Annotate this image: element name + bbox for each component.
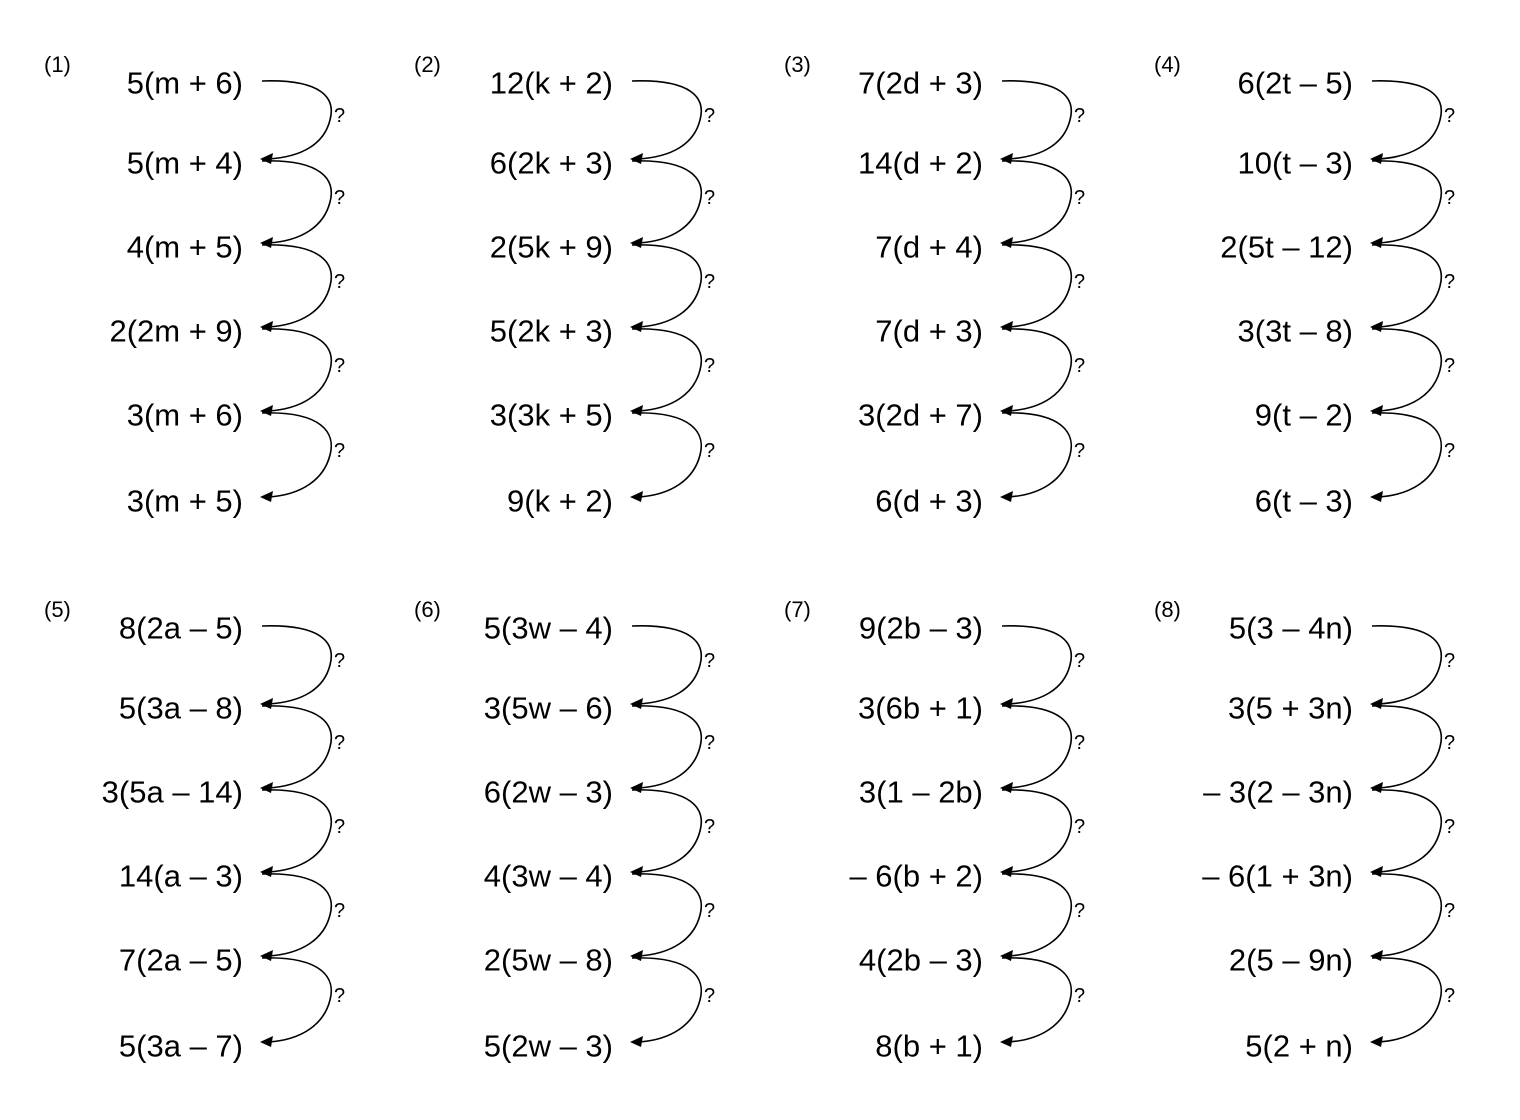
arrowhead-icon — [260, 866, 273, 877]
problem-7 — [780, 595, 1140, 1095]
arrow-curve — [1372, 161, 1441, 243]
arrowhead-icon — [1370, 237, 1383, 248]
transition-arrow-3 — [630, 245, 715, 332]
arrowhead-icon — [1000, 950, 1013, 961]
transition-arrow-1 — [1000, 626, 1085, 709]
arrow-curve — [1372, 626, 1441, 704]
transition-question-mark: ? — [334, 187, 346, 209]
transition-question-mark: ? — [1444, 355, 1456, 377]
expression-step-5: 3(m + 6) — [126, 397, 243, 433]
transition-arrow-4 — [1000, 874, 1085, 961]
arrowhead-icon — [260, 1036, 273, 1047]
arrowhead-icon — [260, 237, 273, 248]
arrow-curve — [1002, 161, 1071, 243]
arrowhead-icon — [630, 491, 643, 502]
arrowhead-icon — [630, 153, 643, 164]
arrow-curve — [262, 958, 331, 1042]
arrowhead-icon — [1000, 237, 1013, 248]
transition-question-mark: ? — [334, 650, 346, 672]
expression-step-3: – 3(2 – 3n) — [1203, 774, 1353, 810]
arrowhead-icon — [1000, 866, 1013, 877]
arrow-curve — [262, 874, 331, 956]
expression-step-2: 3(5w – 6) — [483, 690, 613, 726]
arrow-curve — [632, 706, 701, 788]
step-arrows — [780, 50, 1140, 550]
arrowhead-icon — [1370, 866, 1383, 877]
expression-step-1: 9(2b – 3) — [858, 610, 983, 646]
problem-number: (4) — [1154, 52, 1181, 77]
transition-question-mark: ? — [1074, 900, 1086, 922]
arrow-curve — [1002, 790, 1071, 872]
transition-question-mark: ? — [1074, 650, 1086, 672]
arrow-curve — [262, 626, 331, 704]
arrow-curve — [632, 790, 701, 872]
transition-question-mark: ? — [334, 732, 346, 754]
transition-arrow-1 — [1370, 81, 1455, 164]
arrowhead-icon — [260, 950, 273, 961]
arrowhead-icon — [1370, 491, 1383, 502]
arrowhead-icon — [1370, 698, 1383, 709]
arrowhead-icon — [1370, 321, 1383, 332]
transition-question-mark: ? — [1444, 900, 1456, 922]
transition-arrow-2 — [260, 706, 345, 793]
problem-5 — [40, 595, 400, 1095]
transition-question-mark: ? — [704, 732, 716, 754]
transition-question-mark: ? — [334, 816, 346, 838]
arrowhead-icon — [1000, 698, 1013, 709]
arrow-curve — [632, 874, 701, 956]
arrow-curve — [632, 161, 701, 243]
transition-arrow-4 — [1370, 329, 1455, 416]
arrow-curve — [632, 958, 701, 1042]
expression-step-4: 4(3w – 4) — [483, 858, 613, 894]
transition-question-mark: ? — [704, 900, 716, 922]
problem-4 — [1150, 50, 1510, 550]
transition-question-mark: ? — [1074, 816, 1086, 838]
transition-question-mark: ? — [1444, 187, 1456, 209]
transition-arrow-5 — [260, 413, 345, 502]
expression-step-4: 14(a – 3) — [118, 858, 243, 894]
expression-step-5: 2(5w – 8) — [483, 942, 613, 978]
arrow-curve — [1372, 81, 1441, 159]
transition-arrow-4 — [630, 329, 715, 416]
transition-question-mark: ? — [704, 440, 716, 462]
arrowhead-icon — [630, 237, 643, 248]
arrowhead-icon — [630, 405, 643, 416]
transition-arrow-1 — [260, 626, 345, 709]
transition-arrow-5 — [1000, 413, 1085, 502]
arrow-curve — [632, 413, 701, 497]
transition-question-mark: ? — [704, 187, 716, 209]
expression-step-3: 4(m + 5) — [126, 229, 243, 265]
arrowhead-icon — [260, 782, 273, 793]
problem-number: (8) — [1154, 597, 1181, 622]
arrow-curve — [1002, 874, 1071, 956]
arrow-curve — [1372, 413, 1441, 497]
expression-step-4: – 6(1 + 3n) — [1202, 858, 1353, 894]
expression-step-1: 5(3 – 4n) — [1228, 610, 1353, 646]
transition-question-mark: ? — [334, 271, 346, 293]
transition-arrow-3 — [260, 790, 345, 877]
expression-step-6: 3(m + 5) — [126, 483, 243, 519]
arrow-curve — [262, 245, 331, 327]
problem-number: (1) — [44, 52, 71, 77]
arrow-curve — [1002, 245, 1071, 327]
arrow-curve — [262, 790, 331, 872]
transition-arrow-2 — [1370, 161, 1455, 248]
problem-8 — [1150, 595, 1510, 1095]
expression-step-6: 9(k + 2) — [507, 483, 613, 519]
expression-step-3: 2(5t – 12) — [1220, 229, 1353, 265]
arrow-curve — [1002, 958, 1071, 1042]
expression-step-4: – 6(b + 2) — [849, 858, 983, 894]
arrowhead-icon — [1370, 1036, 1383, 1047]
arrowhead-icon — [1370, 782, 1383, 793]
transition-arrow-2 — [1000, 161, 1085, 248]
arrow-curve — [1002, 413, 1071, 497]
transition-question-mark: ? — [334, 440, 346, 462]
expression-step-2: 5(3a – 8) — [118, 690, 243, 726]
expression-step-6: 6(t – 3) — [1254, 483, 1353, 519]
arrowhead-icon — [1370, 153, 1383, 164]
transition-arrow-1 — [260, 81, 345, 164]
problem-6 — [410, 595, 770, 1095]
transition-arrow-2 — [260, 161, 345, 248]
transition-arrow-5 — [260, 958, 345, 1047]
step-arrows — [40, 595, 400, 1095]
arrowhead-icon — [1000, 491, 1013, 502]
transition-question-mark: ? — [1444, 105, 1456, 127]
arrow-curve — [632, 626, 701, 704]
arrow-curve — [632, 81, 701, 159]
arrowhead-icon — [630, 782, 643, 793]
arrowhead-icon — [1000, 1036, 1013, 1047]
transition-arrow-2 — [630, 706, 715, 793]
arrow-curve — [262, 329, 331, 411]
arrowhead-icon — [1000, 782, 1013, 793]
transition-arrow-5 — [630, 413, 715, 502]
expression-step-2: 14(d + 2) — [858, 145, 983, 181]
problem-number: (2) — [414, 52, 441, 77]
transition-question-mark: ? — [1444, 271, 1456, 293]
step-arrows — [410, 50, 770, 550]
transition-arrow-1 — [1370, 626, 1455, 709]
transition-question-mark: ? — [704, 355, 716, 377]
expression-step-4: 2(2m + 9) — [109, 313, 243, 349]
arrow-curve — [262, 413, 331, 497]
transition-question-mark: ? — [1074, 440, 1086, 462]
expression-step-1: 5(3w – 4) — [483, 610, 613, 646]
step-arrows — [1150, 595, 1510, 1095]
expression-step-3: 3(5a – 14) — [101, 774, 243, 810]
transition-arrow-5 — [1370, 413, 1455, 502]
expression-step-5: 3(2d + 7) — [858, 397, 983, 433]
transition-question-mark: ? — [334, 900, 346, 922]
expression-step-1: 8(2a – 5) — [118, 610, 243, 646]
transition-arrow-3 — [1370, 790, 1455, 877]
expression-step-4: 3(3t – 8) — [1237, 313, 1353, 349]
arrow-curve — [262, 706, 331, 788]
transition-question-mark: ? — [1074, 732, 1086, 754]
transition-arrow-2 — [630, 161, 715, 248]
arrowhead-icon — [1370, 405, 1383, 416]
expression-step-5: 9(t – 2) — [1254, 397, 1353, 433]
arrow-curve — [1002, 329, 1071, 411]
transition-question-mark: ? — [704, 650, 716, 672]
transition-arrow-3 — [630, 790, 715, 877]
transition-arrow-5 — [630, 958, 715, 1047]
expression-step-5: 7(2a – 5) — [118, 942, 243, 978]
arrow-curve — [1372, 874, 1441, 956]
transition-arrow-2 — [1000, 706, 1085, 793]
transition-arrow-2 — [1370, 706, 1455, 793]
expression-step-6: 5(2w – 3) — [483, 1028, 613, 1064]
problem-number: (5) — [44, 597, 71, 622]
arrow-curve — [262, 81, 331, 159]
arrow-curve — [1372, 245, 1441, 327]
arrow-curve — [1002, 706, 1071, 788]
transition-question-mark: ? — [1444, 732, 1456, 754]
expression-step-6: 8(b + 1) — [875, 1028, 983, 1064]
transition-question-mark: ? — [704, 105, 716, 127]
expression-step-2: 3(5 + 3n) — [1228, 690, 1353, 726]
problem-number: (6) — [414, 597, 441, 622]
transition-question-mark: ? — [1074, 985, 1086, 1007]
expression-step-2: 6(2k + 3) — [489, 145, 613, 181]
expression-step-3: 3(1 – 2b) — [858, 774, 983, 810]
transition-question-mark: ? — [1444, 816, 1456, 838]
expression-step-5: 2(5 – 9n) — [1228, 942, 1353, 978]
expression-step-3: 2(5k + 9) — [489, 229, 613, 265]
arrow-curve — [1372, 706, 1441, 788]
step-arrows — [1150, 50, 1510, 550]
arrowhead-icon — [1000, 405, 1013, 416]
transition-arrow-3 — [1000, 245, 1085, 332]
transition-arrow-4 — [260, 329, 345, 416]
transition-question-mark: ? — [704, 816, 716, 838]
transition-arrow-3 — [260, 245, 345, 332]
arrow-curve — [1372, 958, 1441, 1042]
transition-question-mark: ? — [334, 105, 346, 127]
step-arrows — [410, 595, 770, 1095]
transition-arrow-4 — [1370, 874, 1455, 961]
expression-step-4: 7(d + 3) — [875, 313, 983, 349]
arrow-curve — [1372, 790, 1441, 872]
expression-step-1: 5(m + 6) — [126, 65, 243, 101]
transition-arrow-5 — [1000, 958, 1085, 1047]
expression-step-5: 4(2b – 3) — [858, 942, 983, 978]
expression-step-1: 6(2t – 5) — [1237, 65, 1353, 101]
expression-step-2: 3(6b + 1) — [858, 690, 983, 726]
transition-arrow-4 — [260, 874, 345, 961]
transition-arrow-3 — [1370, 245, 1455, 332]
expression-step-1: 7(2d + 3) — [858, 65, 983, 101]
transition-question-mark: ? — [1444, 650, 1456, 672]
expression-step-3: 7(d + 4) — [875, 229, 983, 265]
transition-question-mark: ? — [1444, 985, 1456, 1007]
expression-step-2: 5(m + 4) — [126, 145, 243, 181]
transition-question-mark: ? — [1444, 440, 1456, 462]
arrowhead-icon — [630, 866, 643, 877]
arrow-curve — [1372, 329, 1441, 411]
transition-question-mark: ? — [1074, 105, 1086, 127]
transition-arrow-3 — [1000, 790, 1085, 877]
transition-arrow-1 — [630, 81, 715, 164]
expression-step-3: 6(2w – 3) — [483, 774, 613, 810]
transition-arrow-1 — [1000, 81, 1085, 164]
arrowhead-icon — [630, 321, 643, 332]
expression-step-6: 6(d + 3) — [875, 483, 983, 519]
problem-3 — [780, 50, 1140, 550]
transition-question-mark: ? — [1074, 187, 1086, 209]
arrowhead-icon — [260, 491, 273, 502]
transition-arrow-4 — [630, 874, 715, 961]
arrowhead-icon — [260, 405, 273, 416]
transition-arrow-1 — [630, 626, 715, 709]
problem-number: (3) — [784, 52, 811, 77]
arrowhead-icon — [630, 1036, 643, 1047]
expression-step-1: 12(k + 2) — [489, 65, 613, 101]
arrowhead-icon — [1370, 950, 1383, 961]
arrowhead-icon — [260, 153, 273, 164]
arrowhead-icon — [630, 950, 643, 961]
transition-arrow-5 — [1370, 958, 1455, 1047]
step-arrows — [40, 50, 400, 550]
arrowhead-icon — [1000, 153, 1013, 164]
problem-number: (7) — [784, 597, 811, 622]
arrowhead-icon — [1000, 321, 1013, 332]
arrow-curve — [262, 161, 331, 243]
step-arrows — [780, 595, 1140, 1095]
arrow-curve — [1002, 81, 1071, 159]
expression-step-2: 10(t – 3) — [1237, 145, 1353, 181]
expression-step-5: 3(3k + 5) — [489, 397, 613, 433]
problem-1 — [40, 50, 400, 550]
transition-question-mark: ? — [334, 985, 346, 1007]
arrowhead-icon — [630, 698, 643, 709]
expression-step-6: 5(3a – 7) — [118, 1028, 243, 1064]
arrowhead-icon — [260, 698, 273, 709]
transition-arrow-4 — [1000, 329, 1085, 416]
transition-question-mark: ? — [334, 355, 346, 377]
expression-step-4: 5(2k + 3) — [489, 313, 613, 349]
arrow-curve — [1002, 626, 1071, 704]
arrow-curve — [632, 245, 701, 327]
transition-question-mark: ? — [704, 271, 716, 293]
problem-2 — [410, 50, 770, 550]
transition-question-mark: ? — [704, 985, 716, 1007]
transition-question-mark: ? — [1074, 271, 1086, 293]
arrow-curve — [632, 329, 701, 411]
transition-question-mark: ? — [1074, 355, 1086, 377]
expression-step-6: 5(2 + n) — [1245, 1028, 1353, 1064]
arrowhead-icon — [260, 321, 273, 332]
